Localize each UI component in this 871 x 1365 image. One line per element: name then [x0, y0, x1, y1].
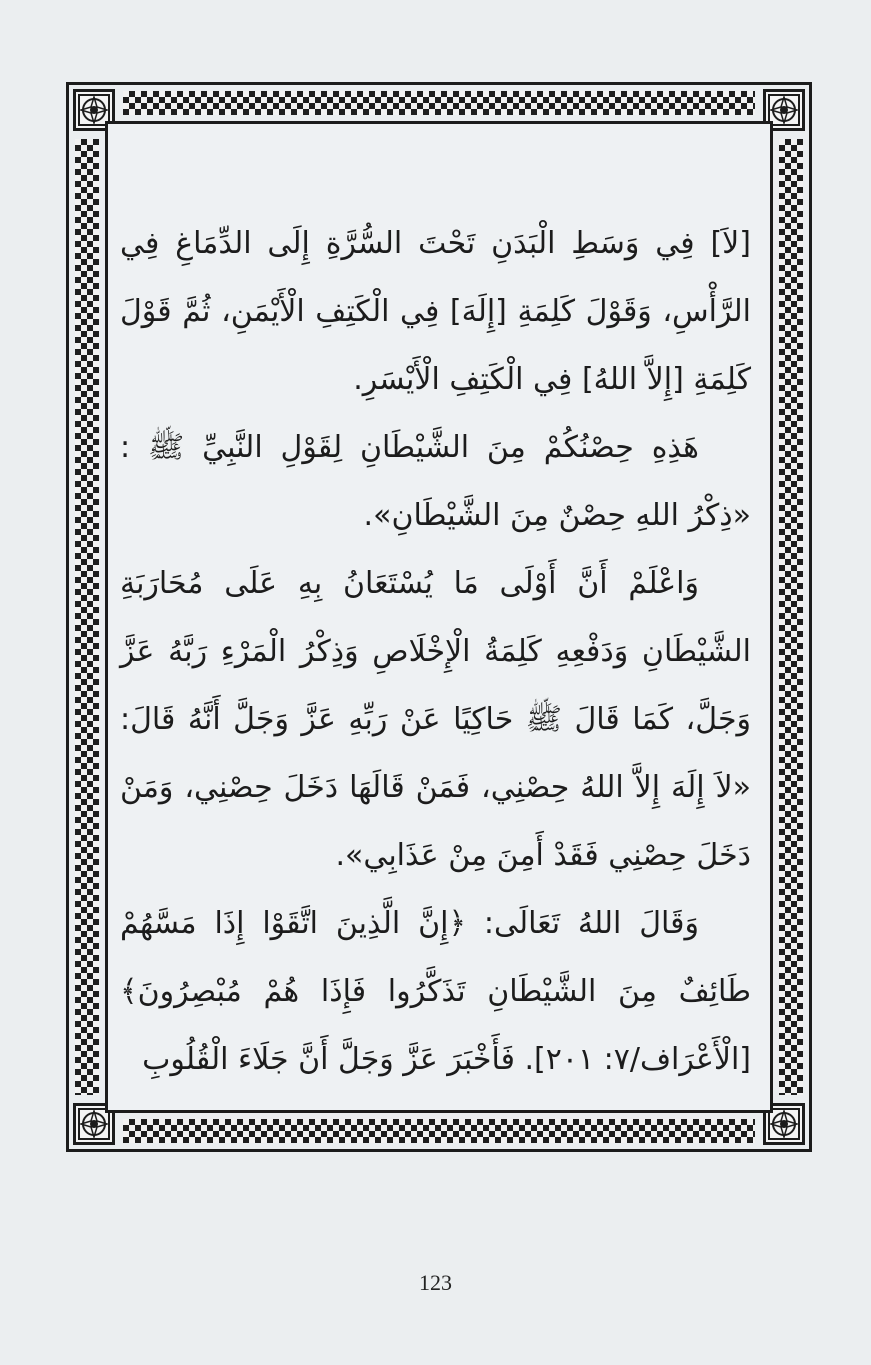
paragraph-continuation: [لاَ] فِي وَسَطِ الْبَدَنِ تَحْتَ السُّرَّةِ إِلَى الدِّمَاغِ فِي الرَّأْسِ، وَقَوْلَ كَلِمَةِ [إِلَهَ] فِي الْكَتِفِ الْأَيْمَنِ، ثُمَّ قَوْلَ كَلِمَةِ [إِلاَّ اللهُ] فِي الْكَتِفِ الْأَيْسَرِ. — [120, 226, 751, 397]
checkered-border-left — [75, 139, 99, 1095]
paragraph-quran-verse: وَقَالَ اللهُ تَعَالَى: ﴿إِنَّ الَّذِينَ اتَّقَوْا إِذَا مَسَّهُمْ طَائِفٌ مِنَ الشَّيْطَانِ تَذَكَّرُوا فَإِذَا هُمْ مُبْصِرُونَ﴾ [الْأَعْرَاف/٧: ٢٠١]. فَأَخْبَرَ عَزَّ وَجَلَّ أَنَّ جَلَاءَ الْقُلُوبِ — [120, 906, 751, 1077]
arabic-text-block — [120, 210, 751, 1094]
checkered-border-top — [123, 91, 755, 115]
paragraph-kalimat-al-ikhlas: وَاعْلَمْ أَنَّ أَوْلَى مَا يُسْتَعَانُ بِهِ عَلَى مُحَارَبَةِ الشَّيْطَانِ وَدَفْعِهِ كَلِمَةُ الْإِخْلَاصِ وَذِكْرُ الْمَرْءِ رَبَّهُ عَزَّ وَجَلَّ، كَمَا قَالَ ﷺ حَاكِيًا عَنْ رَبِّهِ عَزَّ وَجَلَّ أَنَّهُ قَالَ: «لاَ إِلَهَ إِلاَّ اللهُ حِصْنِي، فَمَنْ قَالَهَا دَخَلَ حِصْنِي، وَمَنْ دَخَلَ حِصْنِي فَقَدْ أَمِنَ مِنْ عَذَابِي». — [120, 566, 751, 873]
checkered-border-right — [779, 139, 803, 1095]
page-number: 123 — [419, 1270, 452, 1295]
checkered-border-bottom — [123, 1119, 755, 1143]
paragraph-hadith-dhikr: هَذِهِ حِصْنُكُمْ مِنَ الشَّيْطَانِ لِقَوْلِ النَّبِيِّ ﷺ : «ذِكْرُ اللهِ حِصْنٌ مِنَ الشَّيْطَانِ». — [120, 430, 751, 533]
